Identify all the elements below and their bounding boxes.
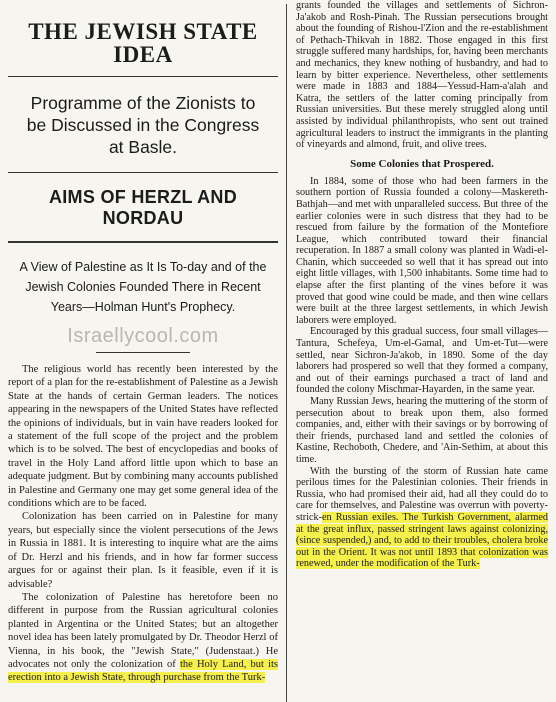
subhead: Some Colonies that Prospered. <box>350 157 494 170</box>
paragraph-text: The colonization of Palestine has heretofore been no different in purpose from the Russian agricultural colonies planted in Argentina or the United States; but an altogether novel idea has been lately promulgated by Dr. Theodor Herzl of Vienna, in his book, the "Jewish State," (Judenstaat.) He advocates not only the colonization of <box>8 591 278 670</box>
highlighted-text: en Russian exiles. The Turkish Government, alarmed at the great influx, passed stringent laws against colonizing, (since suspended,) and, to add to their troubles, cholera broke out in the Orient. It was not until 1893 that colonization was renewed, under the modification of the Turk- <box>296 511 548 570</box>
left-body <box>8 363 278 685</box>
paragraph: In 1884, some of those who had been farmers in the southern portion of Russia founded a colony—Maskereth-Bathjah—and met with unparalleled success. But three of the earlier colonies were in such distress that they had to be rescued from failure by the formation of the Montefiore League, which contributed toward their financial recuperation. In 1887 a small colony was planted in Wadi-el-Chanin, which succeeded so well that it has spread out into eight little villages, with 1,500 inhabitants. Some time had to elapse after the first planting of the vines before it was proved that good wine could be made, and then wine cellars were built at the three largest settlements, in which Jewish laborers were employed. <box>296 175 548 326</box>
right-body-top <box>296 0 548 151</box>
short-divider <box>96 352 190 353</box>
deck-view-of-palestine: A View of Palestine as It Is To-day and of the Jewish Colonies Founded There in Recent Years—Holman Hunt's Prophecy. <box>19 260 267 314</box>
paragraph <box>296 466 548 570</box>
paragraph: The religious world has recently been interested by the report of a plan for the re-establishment of Palestine as a Jewish State at the hands of certain German leaders. The notices appearing in the newspapers of the United States have reflected the opinions of individuals, but in vain have readers looked for a statement of the full scope of the project and the problem which is to be solved. The best of encyclopedias and books of travel in the Holy Land afford little upon which to base an adequate judgment. But by combining many accounts published in Palestine and Germany one may get some general idea of the conditions which are to be faced. <box>8 364 278 510</box>
watermark: Israellycool.com <box>67 325 219 347</box>
paragraph-text: With the bursting of the storm of Russian hate came perilous times for the Palestinian colonies. Their friends in Russia, who had promised their aid, had all they could do to care for themselves, and Palestine was overrun with poverty-strick- <box>296 465 548 523</box>
paragraph: Many Russian Jews, hearing the muttering of the storm of persecution about to break upon them, also formed companies, and, either with their savings or by borrowing of their friends, purchased land and settled the colonies of Kastine, Rechoboth, Chedere, and 'Ain-Sethim, at about this time. <box>296 396 548 465</box>
divider <box>8 241 278 243</box>
divider <box>8 76 278 77</box>
paragraph <box>8 591 278 685</box>
paragraph: Colonization has been carried on in Palestine for many years, but especially since the violent persecutions of the Jews in Russia in 1881. It is interesting to inquire what are the aims of Dr. Herzl and his friends, and in how far former success argues for or against their plan. Is it feasible, even if it is advisable? <box>8 511 278 590</box>
paragraph: grants founded the villages and settlements of Sichron-Ja'akob and Rosh-Pinah. The Russian persecutions brought about the founding of Rishou-l'Zion and the re-establishment of Pethach-Thikvah in 1882. Those engaged in this first struggle suffered many hardships, for, having been merchants and mechanics, they knew nothing of husbandry, and had to learn by bitter experience. Nevertheless, other settlements were made in 1883 and 1884—Yessud-Ham-a'alah and Katra, the settlers of the latter coming principally from Russian universities. But these merely struggled along until assisted by individual philanthropists, who sent out trained agricultural leaders to instruct the immigrants in the planting of vineyards and almond, fruit, and olive trees. <box>296 0 548 151</box>
deck-aims: AIMS OF HERZL AND NORDAU <box>48 187 238 228</box>
headline: THE JEWISH STATE IDEA <box>28 19 258 67</box>
paragraph: Encouraged by this gradual success, four small villages—Tantura, Schefeya, Um-el-Gamal, and Um-et-Tut—were settled, near Sichron-Ja'akob, in 1890. Some of the day laborers had prospered so well that they formed a company, and out of their earnings purchased a tract of land and founded the colony Mischmar-Hayarden, in the same year. <box>296 326 548 396</box>
column-rule <box>286 4 287 702</box>
left-column <box>6 0 280 702</box>
right-column <box>294 0 550 702</box>
divider <box>8 172 278 173</box>
deck-programme: Programme of the Zionists to be Discussed in the Congress at Basle. <box>26 93 260 157</box>
highlighted-text: the Holy Land, but its erection into a Jewish State, through purchase from the Turk- <box>8 658 278 684</box>
right-body <box>296 176 548 570</box>
